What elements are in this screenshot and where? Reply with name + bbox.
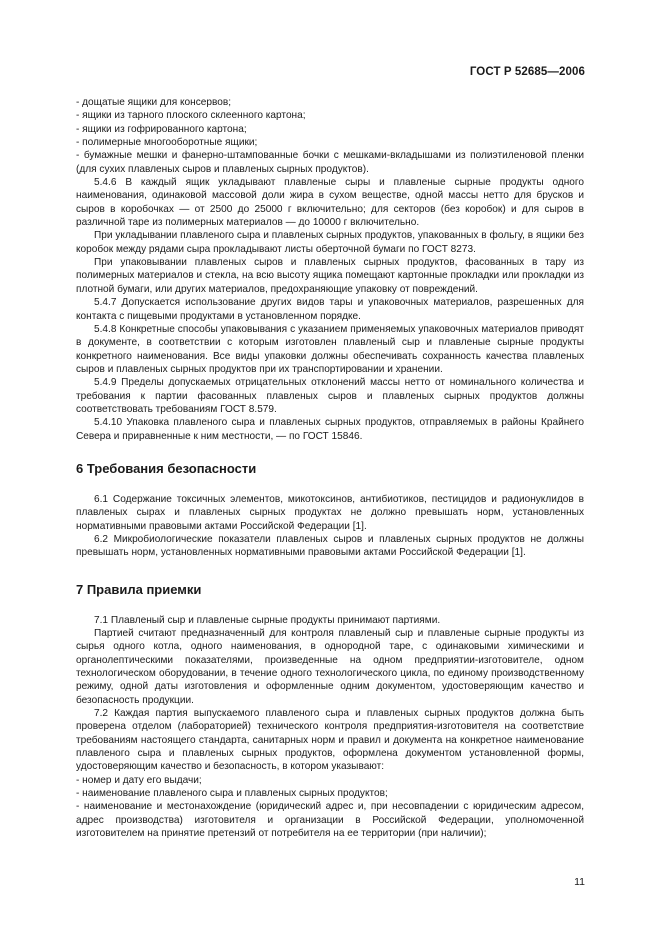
section-7-heading: 7 Правила приемки [76,581,202,597]
document-code: ГОСТ Р 52685—2006 [469,66,585,78]
paragraph-5-4-10: 5.4.10 Упаковка плавленого сыра и плавленых сырных продуктов, отправляемых в районы Крайнего Севера и приравненные к ним местности, — по ГОСТ 15846. [76,417,584,442]
paragraph-7-1: 7.1 Плавленый сыр и плавленые сырные продукты принимают партиями. [94,614,441,626]
paragraph-7-2: 7.2 Каждая партия выпускаемого плавленого сыра и плавленых сырных продуктов должна быть проверена отделом (лабораторией) технического контроля предприятия-изготовителя на соответствие требованиям настоящего стандарта, санитарных норм и правил и документа на конкретное наименование плавленого сыра и плавленых сырных продуктов, оформлена документом установленной формы, удостоверяющим качество и безопасность, в котором указывают: [76,708,584,773]
list-item: - ящики из тарного плоского склеенного картона; [76,110,306,122]
paragraph: При укладывании плавленого сыра и плавленых сырных продуктов, упакованных в фольгу, в ящики без коробок между рядами сыра прокладывают листы оберточной бумаги по ГОСТ 8273. [76,230,584,255]
paragraph-6-2: 6.2 Микробиологические показатели плавленых сыров и плавленых сырных продуктов не должны превышать норм, установленных нормативными правовыми актами Российской Федерации [1]. [76,533,584,559]
paragraph-5-4-8: 5.4.8 Конкретные способы упаковывания с указанием применяемых упаковочных материалов приводят в документе, в соответствии с которым изготовлен плавленый сыр и плавленые сырные продукты конкретного наименования. Все виды упаковки должны обеспечивать сохранность качества плавленых сыров и плавленых сырных продуктов при их транспортировании и хранении. [76,323,584,375]
paragraph-5-4-9: 5.4.9 Пределы допускаемых отрицательных отклонений массы нетто от номинального количества и требования к партии фасованных плавленых сыров и плавленых сырных продуктов должны соответствовать требованиям ГОСТ 8.579. [76,377,584,415]
paragraph-6-1: 6.1 Содержание токсичных элементов, микотоксинов, антибиотиков, пестицидов и радионуклидов в плавленых сырах и плавленых сырных продуктах не должно превышать норм, установленных нормативными правовыми актами Российской Федерации [1]. [76,493,584,532]
list-item: - номер и дату его выдачи; [76,774,202,786]
list-item: - полимерные многооборотные ящики; [76,137,258,149]
page-content [76,96,584,841]
list-item: - наименование и местонахождение (юридический адрес и, при несовпадении с юридическим адресом, адрес производства) изготовителя и организации в Российской Федерации, уполномоченной изготовителем на принятие претензий от потребителя на ее территории (при наличии); [76,801,584,840]
paragraph-5-4-6: 5.4.6 В каждый ящик укладывают плавленые сыры и плавленые сырные продукты одного наименования, одинаковой массовой доли жира в сухом веществе, одной массы нетто для брусков и сыров в коробочках — от 2500 до 25000 г включительно; для секторов (без коробок) и для сыров в различной таре из полимерных материалов — до 10000 г включительно. [76,177,584,229]
list-item: - наименование плавленого сыра и плавленых сырных продуктов; [76,788,388,800]
paragraph: При упаковывании плавленых сыров и плавленых сырных продуктов, фасованных в тару из полимерных материалов и стекла, на всю высоту ящика помещают картонные прокладки или прокладки из плотной бумаги, или других материалов, предохраняющие упаковку от повреждений. [76,257,584,295]
list-item: - ящики из гофрированного картона; [76,123,247,135]
list-item: - дощатые ящики для консервов; [76,97,231,108]
paragraph-lot-definition: Партией считают предназначенный для контроля плавленый сыр и плавленые сырные продукты из сырья одного котла, одного наименования, в однородной таре, с одинаковыми химическими и органолептическими показателями, произведенные на одном предприятии-изготовителе, одном технологическом оборудовании, в течение одного технологического цикла, по единому производственному режиму, одной даты изготовления и оформленные одним документом, удостоверяющим качество и безопасность продукции. [76,628,584,706]
page-number: 11 [574,876,585,888]
list-item: - бумажные мешки и фанерно-штампованные бочки с мешками-вкладышами из полиэтиленовой пленки (для сухих плавленых сыров и плавленых сырных продуктов). [76,150,584,175]
paragraph-5-4-7: 5.4.7 Допускается использование других видов тары и упаковочных материалов, разрешенных для контакта с пищевыми продуктами в установленном порядке. [76,297,584,322]
section-6-heading: 6 Требования безопасности [76,460,257,476]
